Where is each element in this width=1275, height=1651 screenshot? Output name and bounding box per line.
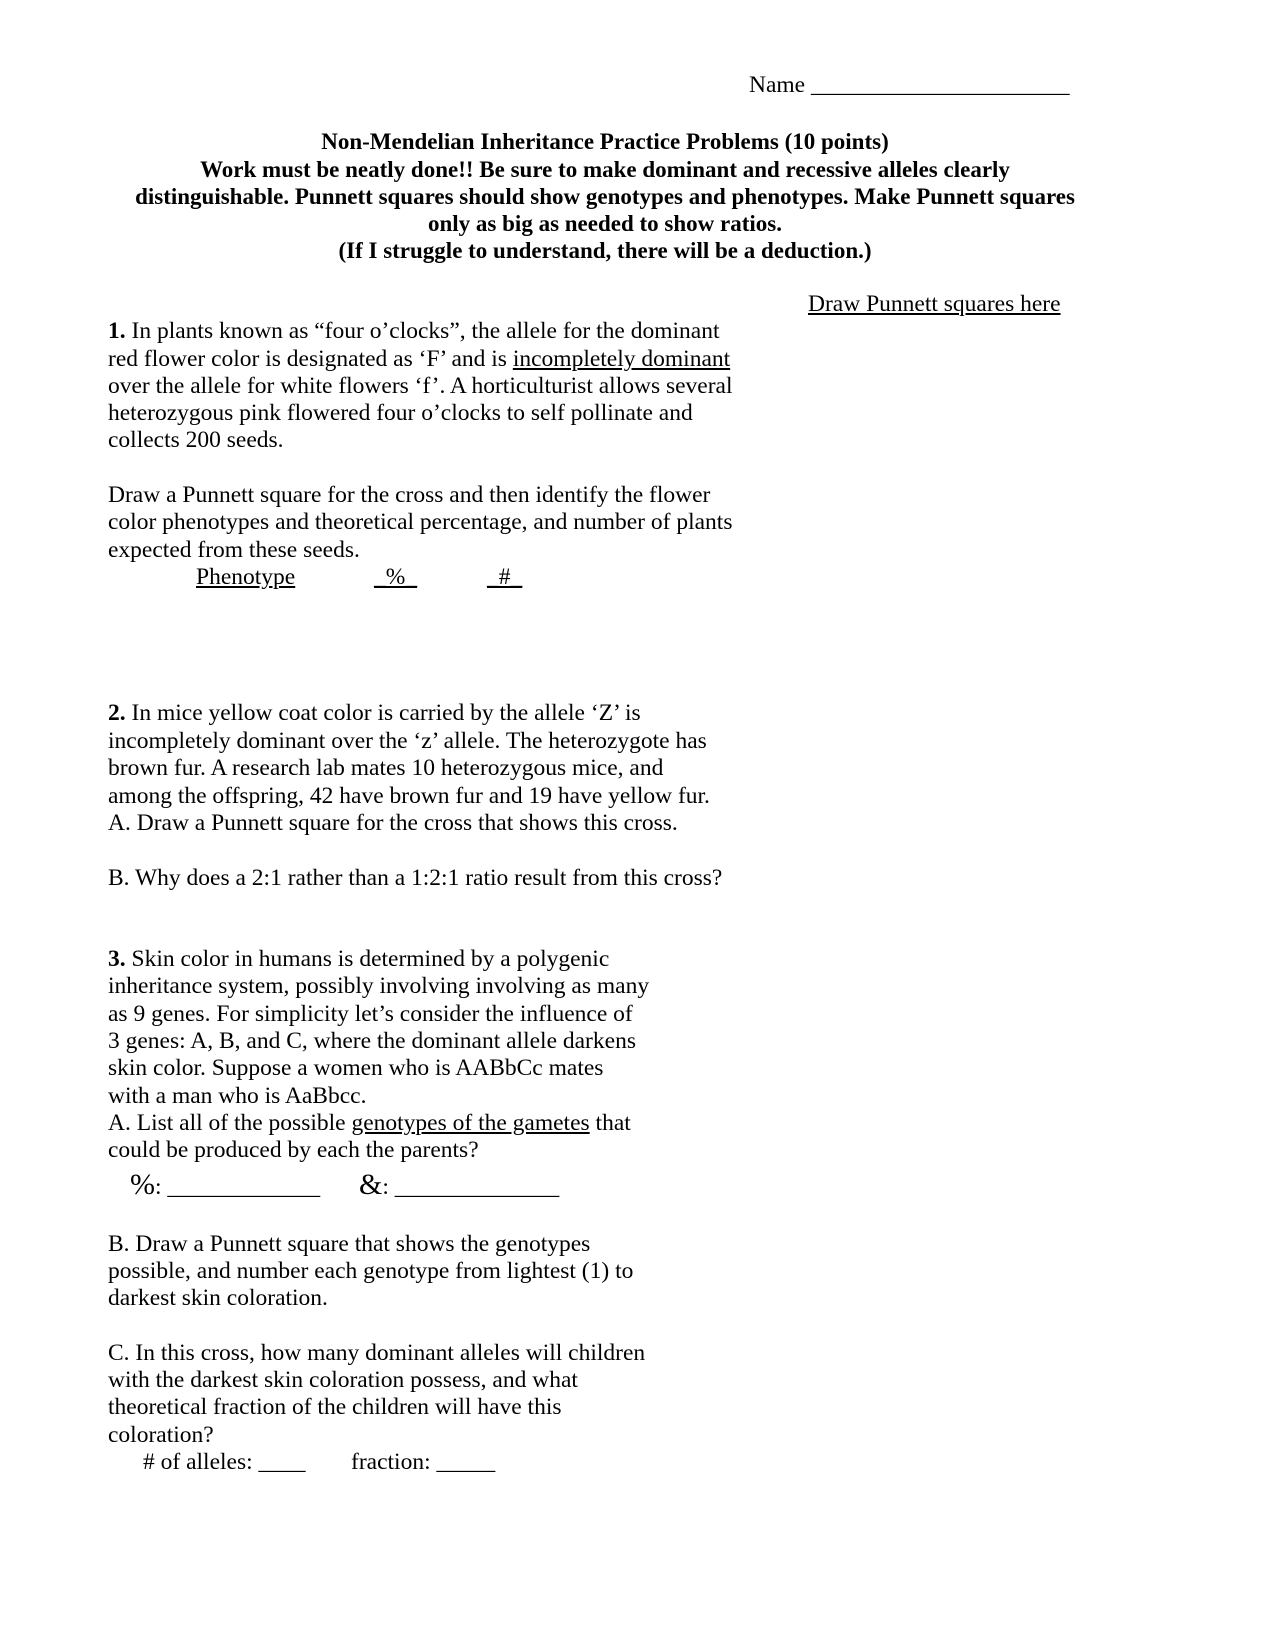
male-symbol: & [359, 1168, 383, 1201]
name-label: Name [749, 72, 806, 98]
instructions-line-2: distinguishable. Punnett squares should show genotypes and phenotypes. Make Punnett squares [135, 184, 1075, 209]
q1-prompt-2: color phenotypes and theoretical percentage, and number of plants [108, 509, 733, 535]
worksheet-title: Non-Mendelian Inheritance Practice Problems (10 points) [321, 129, 889, 154]
q2-line-3: brown fur. A research lab mates 10 heterozygous mice, and [108, 755, 664, 781]
q3-part-b-line-2: possible, and number each genotype from lightest (1) to [108, 1258, 634, 1284]
q1-line-2: red flower color is designated as ‘F’ and is incompletely dominant [108, 346, 731, 372]
q1-prompt-1: Draw a Punnett square for the cross and then identify the flower [108, 482, 711, 508]
instructions-line-4: (If I struggle to understand, there will be a deduction.) [338, 238, 872, 263]
instructions-line-3: only as big as needed to show ratios. [428, 211, 782, 236]
q2-line-4: among the offspring, 42 have brown fur and 19 have yellow fur. [108, 783, 710, 809]
q1-number-header: _#_ [487, 564, 523, 590]
q1-line-5: collects 200 seeds. [108, 427, 284, 453]
q3-part-a-line-1: A. List all of the possible genotypes of the gametes that [108, 1110, 631, 1136]
q1-line-1: 1. In plants known as “four o’clocks”, the allele for the dominant [108, 318, 720, 344]
q2-line-1: 2. In mice yellow coat color is carried by the allele ‘Z’ is [108, 700, 641, 726]
q3-part-a-line-2: could be produced by each the parents? [108, 1137, 479, 1163]
q3-part-c-line-1: C. In this cross, how many dominant alleles will children [108, 1340, 646, 1366]
q1-phenotype-header: Phenotype [196, 564, 296, 590]
q3-gamete-genotypes: genotypes of the gametes [351, 1110, 590, 1136]
q3-female-answer[interactable] [130, 1168, 320, 1202]
q3-line-1: 3. Skin color in humans is determined by a polygenic [108, 946, 610, 972]
q3-line-3: as 9 genes. For simplicity let’s consider the influence of [108, 1001, 633, 1027]
female-symbol: % [130, 1168, 155, 1201]
q2-number: 2. [108, 700, 126, 726]
male-blank: : ______________ [382, 1174, 560, 1200]
female-blank: : _____________ [155, 1174, 321, 1200]
q2-line-2: incompletely dominant over the ‘z’ allele. The heterozygote has [108, 728, 707, 754]
q3-line-4: 3 genes: A, B, and C, where the dominant allele darkens [108, 1028, 636, 1054]
q3-part-c-line-3: theoretical fraction of the children will have this [108, 1394, 562, 1420]
q1-percent-header: _%_ [374, 564, 418, 590]
q3-part-b-line-3: darkest skin coloration. [108, 1285, 328, 1311]
q3-part-c-line-4: coloration? [108, 1422, 214, 1448]
q2-part-b: B. Why does a 2:1 rather than a 1:2:1 ratio result from this cross? [108, 865, 723, 891]
punnett-area-label: Draw Punnett squares here [808, 291, 1061, 317]
q1-line-3: over the allele for white flowers ‘f’. A horticulturist allows several [108, 373, 733, 399]
q3-part-c-line-2: with the darkest skin coloration possess, and what [108, 1367, 578, 1393]
q3-line-6: with a man who is AaBbcc. [108, 1083, 367, 1109]
instructions-line-1: Work must be neatly done!! Be sure to make dominant and recessive alleles clearly [200, 157, 1010, 182]
q3-part-b-line-1: B. Draw a Punnett square that shows the genotypes [108, 1231, 591, 1257]
q1-line-4: heterozygous pink flowered four o’clocks to self pollinate and [108, 400, 693, 426]
q3-number: 3. [108, 946, 126, 972]
q3-fraction-answer[interactable]: fraction: _____ [351, 1449, 496, 1475]
q3-line-5: skin color. Suppose a women who is AABbCc mates [108, 1055, 604, 1081]
name-field[interactable] [749, 71, 1070, 99]
q1-number: 1. [108, 318, 126, 344]
q1-prompt-3: expected from these seeds. [108, 537, 360, 563]
q1-incompletely-dominant: incompletely dominant [512, 346, 731, 372]
q2-part-a: A. Draw a Punnett square for the cross that shows this cross. [108, 810, 678, 836]
name-blank: ______________________ [811, 72, 1070, 98]
q3-alleles-answer[interactable]: # of alleles: ____ [143, 1449, 306, 1475]
q3-male-answer[interactable] [359, 1168, 559, 1202]
q3-line-2: inheritance system, possibly involving involving as many [108, 973, 650, 999]
